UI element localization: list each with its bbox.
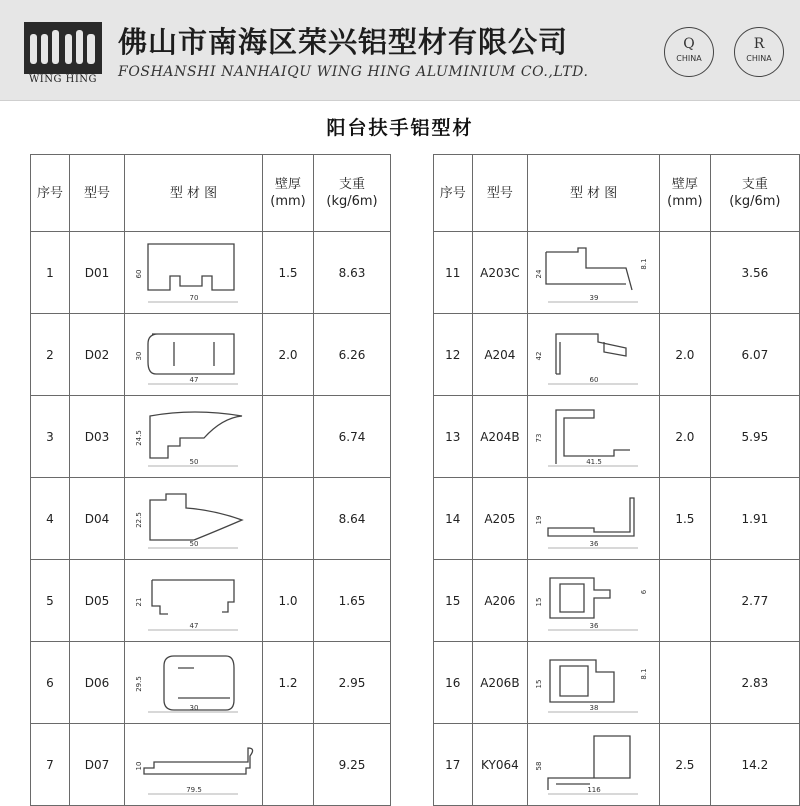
weight-cell: 1.91 <box>710 478 799 560</box>
header-seq: 序号 <box>31 155 70 232</box>
seq-cell: 1 <box>31 232 70 314</box>
wall-thickness-cell: 1.2 <box>263 642 314 724</box>
header-model: 型号 <box>472 155 528 232</box>
seq-cell: 4 <box>31 478 70 560</box>
drawing-cell <box>528 560 660 642</box>
registration-cert-badge <box>734 27 784 77</box>
secondary-dimension-label: 6 <box>639 589 648 595</box>
profile-outline <box>550 578 610 618</box>
height-dimension-label: 24 <box>534 269 543 279</box>
drawing-cell <box>125 232 263 314</box>
header-weight: 支重 (kg/6m) <box>314 155 391 232</box>
profile-outline <box>548 736 630 790</box>
drawing-cell <box>125 560 263 642</box>
model-cell: A206B <box>472 642 528 724</box>
profile-drawing-icon <box>134 480 254 554</box>
profile-outline <box>550 660 614 702</box>
profile-outline <box>144 748 253 774</box>
profile-outline <box>148 334 234 374</box>
company-name-cn: 佛山市南海区荣兴铝型材有限公司 <box>118 25 569 59</box>
seq-cell: 15 <box>434 560 473 642</box>
cert-r-sub: CHINA <box>746 54 772 63</box>
weight-cell: 14.2 <box>710 724 799 806</box>
left-table-row <box>31 724 391 806</box>
seq-cell: 14 <box>434 478 473 560</box>
header-wall: 壁厚 (mm) <box>263 155 314 232</box>
wall-thickness-cell: 2.5 <box>660 724 711 806</box>
right-table-row <box>434 396 800 478</box>
secondary-dimension-label: 8.1 <box>639 258 648 270</box>
company-name-en: FOSHANSHI NANHAIQU WING HING ALUMINIUM CO.,LTD. <box>118 64 589 80</box>
seq-cell: 16 <box>434 642 473 724</box>
seq-cell: 17 <box>434 724 473 806</box>
width-dimension-label: 70 <box>189 294 198 302</box>
height-dimension-label: 24.5 <box>134 430 143 446</box>
height-dimension-label: 30 <box>134 351 143 361</box>
secondary-dimension-label: 8.1 <box>639 668 648 680</box>
profile-drawing-icon <box>534 562 654 636</box>
height-dimension-label: 42 <box>534 351 543 361</box>
wall-thickness-cell: 1.0 <box>263 560 314 642</box>
weight-cell: 9.25 <box>314 724 391 806</box>
height-dimension-label: 15 <box>534 679 543 689</box>
weight-cell: 2.77 <box>710 560 799 642</box>
wall-thickness-cell: 2.0 <box>660 396 711 478</box>
drawing-cell <box>125 396 263 478</box>
right-spec-table <box>433 154 800 806</box>
header-seq: 序号 <box>434 155 473 232</box>
wall-thickness-cell <box>660 642 711 724</box>
height-dimension-label: 15 <box>534 597 543 607</box>
wall-thickness-cell <box>263 478 314 560</box>
cert-q-letter: Q <box>683 36 695 52</box>
drawing-cell <box>528 396 660 478</box>
profile-drawing-icon <box>534 316 654 390</box>
profile-drawing-icon <box>134 726 254 800</box>
profile-drawing-icon <box>534 234 654 308</box>
weight-cell: 2.83 <box>710 642 799 724</box>
right-table-row <box>434 642 800 724</box>
cert-r-letter: R <box>753 36 765 52</box>
model-cell: D01 <box>70 232 125 314</box>
width-dimension-label: 47 <box>189 622 198 630</box>
weight-cell: 6.07 <box>710 314 799 396</box>
profile-drawing-icon <box>134 316 254 390</box>
seq-cell: 2 <box>31 314 70 396</box>
width-dimension-label: 41.5 <box>585 458 602 466</box>
wall-thickness-cell: 2.0 <box>263 314 314 396</box>
weight-cell: 5.95 <box>710 396 799 478</box>
drawing-cell <box>125 314 263 396</box>
seq-cell: 3 <box>31 396 70 478</box>
weight-cell: 1.65 <box>314 560 391 642</box>
drawing-cell <box>528 724 660 806</box>
seq-cell: 12 <box>434 314 473 396</box>
weight-cell: 3.56 <box>710 232 799 314</box>
page-title: 阳台扶手铝型材 <box>326 117 474 139</box>
seq-cell: 11 <box>434 232 473 314</box>
drawing-cell <box>125 478 263 560</box>
width-dimension-label: 116 <box>586 786 601 794</box>
wall-thickness-cell <box>263 724 314 806</box>
weight-cell: 2.95 <box>314 642 391 724</box>
width-dimension-label: 36 <box>589 540 599 548</box>
cert-q-sub: CHINA <box>676 54 702 63</box>
profile-drawing-icon <box>534 480 654 554</box>
model-cell: A204 <box>472 314 528 396</box>
company-header <box>0 0 800 101</box>
model-cell: D04 <box>70 478 125 560</box>
model-cell: D06 <box>70 642 125 724</box>
weight-cell: 6.74 <box>314 396 391 478</box>
left-header-row <box>31 155 391 232</box>
logo-text: WING HING <box>28 74 98 85</box>
profile-drawing-icon <box>134 398 254 472</box>
profile-outline <box>148 244 234 290</box>
profile-drawing-icon <box>134 644 254 718</box>
company-logo-icon <box>24 22 102 74</box>
wall-thickness-cell <box>660 560 711 642</box>
right-table-row <box>434 724 800 806</box>
seq-cell: 7 <box>31 724 70 806</box>
wall-thickness-cell <box>660 232 711 314</box>
height-dimension-label: 60 <box>134 269 143 279</box>
header-drawing: 型 材 图 <box>125 155 263 232</box>
height-dimension-label: 58 <box>534 761 543 771</box>
profile-outline <box>556 410 630 464</box>
left-table-row <box>31 560 391 642</box>
profile-outline <box>164 656 234 710</box>
header-model: 型号 <box>70 155 125 232</box>
right-header-row <box>434 155 800 232</box>
width-dimension-label: 39 <box>589 294 599 302</box>
seq-cell: 5 <box>31 560 70 642</box>
header-wall: 壁厚 (mm) <box>660 155 711 232</box>
model-cell: D02 <box>70 314 125 396</box>
header-weight: 支重 (kg/6m) <box>710 155 799 232</box>
seq-cell: 6 <box>31 642 70 724</box>
height-dimension-label: 22.5 <box>134 512 143 528</box>
drawing-cell <box>125 642 263 724</box>
profile-drawing-icon <box>534 644 654 718</box>
height-dimension-label: 10 <box>134 761 143 771</box>
width-dimension-label: 79.5 <box>185 786 202 794</box>
drawing-cell <box>528 478 660 560</box>
model-cell: D05 <box>70 560 125 642</box>
quality-cert-badge <box>664 27 714 77</box>
width-dimension-label: 50 <box>189 540 198 548</box>
width-dimension-label: 50 <box>189 458 198 466</box>
right-table-row <box>434 478 800 560</box>
width-dimension-label: 30 <box>189 704 198 712</box>
width-dimension-label: 47 <box>189 376 198 384</box>
wall-thickness-cell <box>263 396 314 478</box>
height-dimension-label: 21 <box>134 597 143 607</box>
profile-outline <box>548 498 634 536</box>
weight-cell: 8.63 <box>314 232 391 314</box>
profile-outline <box>150 494 242 540</box>
height-dimension-label: 19 <box>534 515 543 525</box>
model-cell: D07 <box>70 724 125 806</box>
right-table-row <box>434 232 800 314</box>
left-table-row <box>31 642 391 724</box>
profile-outline <box>150 412 242 458</box>
model-cell: A204B <box>472 396 528 478</box>
drawing-cell <box>125 724 263 806</box>
model-cell: A205 <box>472 478 528 560</box>
model-cell: D03 <box>70 396 125 478</box>
width-dimension-label: 36 <box>589 622 599 630</box>
left-table-row <box>31 232 391 314</box>
profile-drawing-icon <box>134 234 254 308</box>
header-drawing: 型 材 图 <box>528 155 660 232</box>
left-table-row <box>31 314 391 396</box>
left-table-row <box>31 478 391 560</box>
height-dimension-label: 73 <box>534 433 543 443</box>
left-spec-table <box>30 154 391 806</box>
profile-drawing-icon <box>534 398 654 472</box>
drawing-cell <box>528 642 660 724</box>
wall-thickness-cell: 2.0 <box>660 314 711 396</box>
width-dimension-label: 60 <box>589 376 599 384</box>
drawing-cell <box>528 232 660 314</box>
wall-thickness-cell: 1.5 <box>660 478 711 560</box>
model-cell: A203C <box>472 232 528 314</box>
right-table-row <box>434 314 800 396</box>
right-table-row <box>434 560 800 642</box>
left-table-row <box>31 396 391 478</box>
width-dimension-label: 38 <box>589 704 599 712</box>
profile-drawing-icon <box>134 562 254 636</box>
height-dimension-label: 29.5 <box>134 676 143 692</box>
profile-outline <box>556 334 626 374</box>
profile-outline <box>152 580 234 614</box>
model-cell: KY064 <box>472 724 528 806</box>
weight-cell: 6.26 <box>314 314 391 396</box>
wall-thickness-cell: 1.5 <box>263 232 314 314</box>
model-cell: A206 <box>472 560 528 642</box>
drawing-cell <box>528 314 660 396</box>
profile-outline <box>546 248 632 290</box>
seq-cell: 13 <box>434 396 473 478</box>
profile-drawing-icon <box>534 726 654 800</box>
weight-cell: 8.64 <box>314 478 391 560</box>
